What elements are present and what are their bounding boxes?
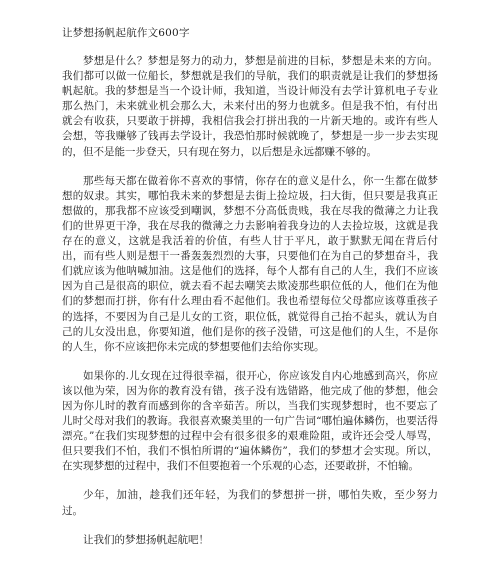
paragraph-2: 那些每天都在做着你不喜欢的事情，你存在的意义是什么，你一生都在做梦想的奴隶。其实，哪怕我未来的梦想是去街上捡垃圾，扫大街，但只要是我真正想做的，那我都不应该受到嘲讽，梦想不分高低贵贱，我在尽我的微薄之力让我们的世界更干净，我在尽我的微薄之力去影响着我身边的人去捡垃圾，这就是我存在的意义，这就是我活着的价值，有些人甘于平凡，敢于默默无闻在背后付出，而有些人则是想干一番轰轰烈烈的大事，只要他们在为自己的梦想奋斗，我们就应该为他呐喊加油。这是他们的选择，每个人都有自己的人生，我们不应该因为自己是很高的职位，就去看不起去嘲笑去欺凌那些职位低的人，他们在为他们的梦想而打拼，你有什么理由看不起他们。我也希望每位父母都应该尊重孩子的选择，不要因为自己是儿女的工资，职位低，就觉得自己抬不起头，就认为自己的儿女没出息，你要知道，他们是你的孩子没错，可这是他们的人生，不是你的人生，你不应该把你未完成的梦想要他们去给你实现。 bbox=[62, 174, 438, 353]
paragraph-3: 如果你的.儿女现在过得很幸福，很开心，你应该发自内心地感到高兴，你应该以他为荣，因为你的教育没有错，孩子没有选错路，他完成了他的梦想，他会因为你儿时的教育而感到你的含辛茹苦。所以，当我们实现梦想时，也不要忘了儿时父母对我们的教诲。我很喜欢聚美里的一句广告词“哪怕遍体鳞伤，也要活得漂亮。”在我们实现梦想的过程中会有很多很多的艰难险阻，或许还会受人辱骂，但只要我们不怕，我们不惧怕所谓的“遍体鳞伤”，我们的梦想才会实现。所以，在实现梦想的过程中，我们不但要抱着一个乐观的心态，还要敢拼，不怕输。 bbox=[62, 369, 438, 473]
paragraph-5: 让我们的梦想扬帆起航吧！ bbox=[83, 533, 209, 546]
document-title: 让梦想扬帆起航作文600字 bbox=[62, 27, 190, 39]
paragraph-4: 少年，加油，趁我们还年轻，为我们的梦想拼一拼，哪怕失败，至少努力过。 bbox=[62, 489, 438, 517]
paragraph-1: 梦想是什么？梦想是努力的动力，梦想是前进的目标，梦想是未来的方向。我们都可以做一位船长，梦想就是我们的导航，我们的职责就是让我们的梦想扬帆起航。我的梦想是当一个设计师，我知道，当设计师没有去学计算机电子专业那么热门，未来就业机会那么大，未来付出的努力也就多。但是我不怕，有付出就会有收获，只要敢于拼搏，我相信我会打拼出我的一片新天地的。或许有些人会想，等我赚够了钱再去学设计，我恐怕那时候就晚了，梦想是一步一步去实现的，但不是能一步登天，只有现在努力，以后想是永远都赚不够的。 bbox=[62, 55, 438, 158]
